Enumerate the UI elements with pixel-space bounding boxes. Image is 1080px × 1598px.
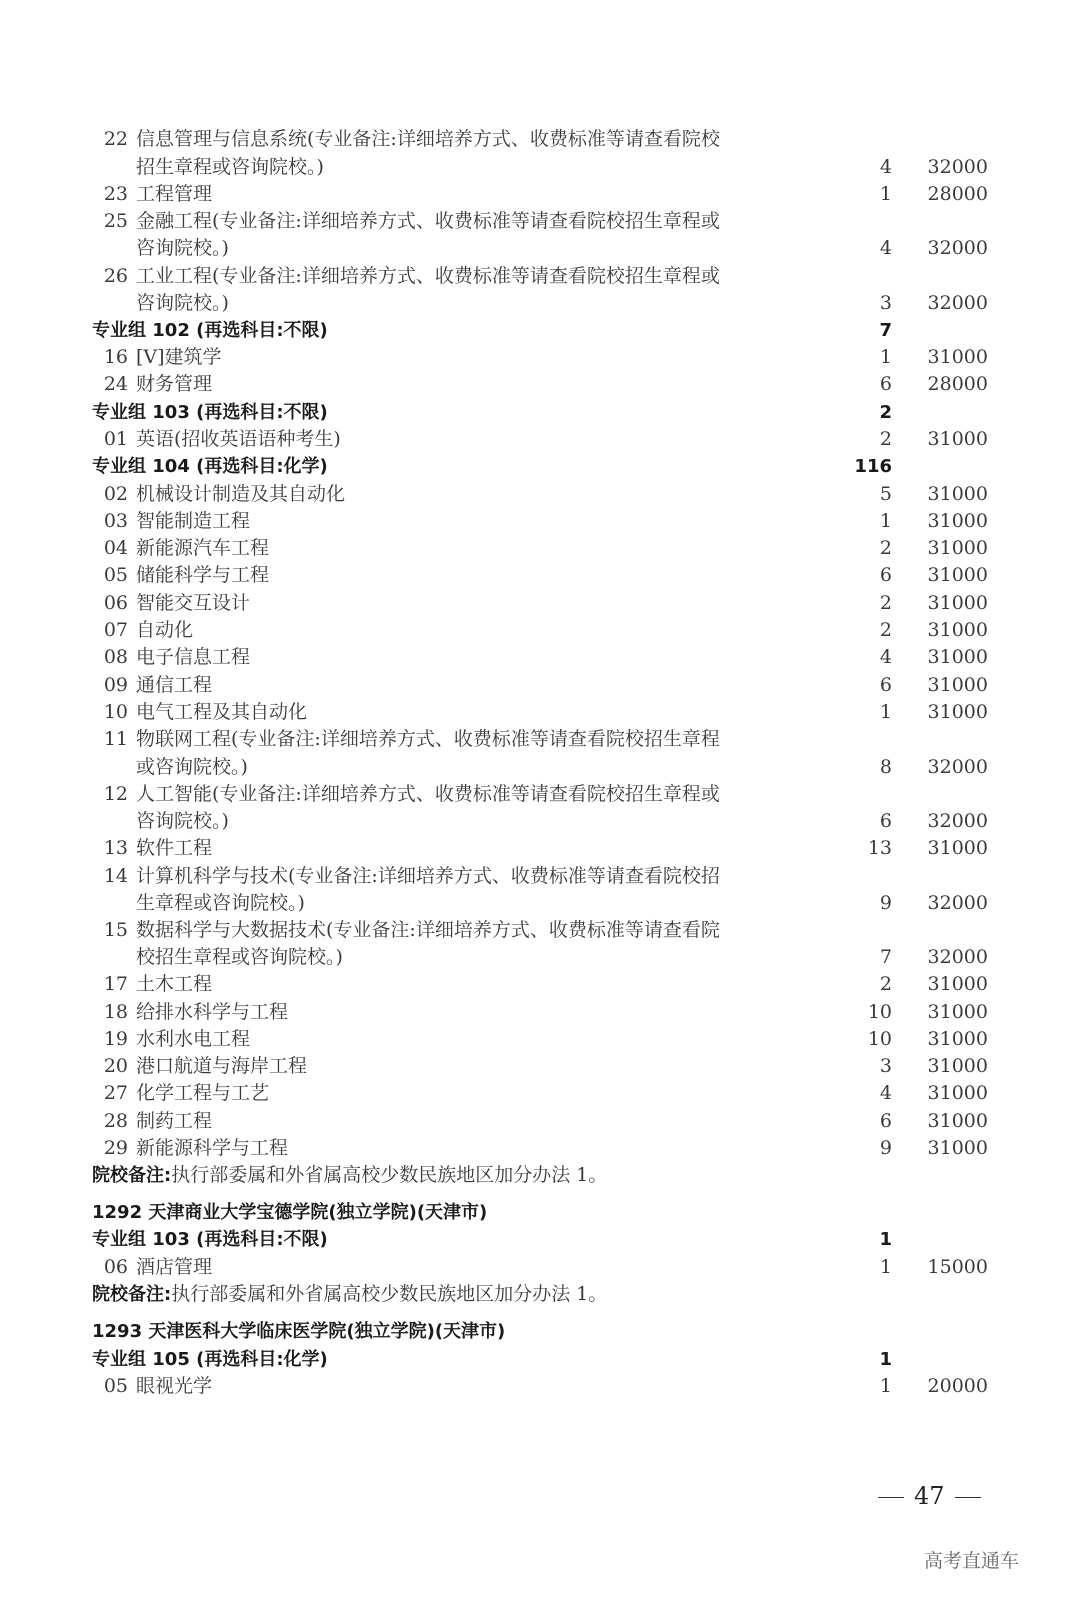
group-row: [0, 1226, 1080, 1253]
major-name: 通信工程: [136, 674, 213, 696]
major-row: [0, 1135, 1080, 1162]
tuition-fee: 32000: [927, 892, 988, 914]
plan-count: 1: [879, 510, 892, 532]
tuition-fee: 31000: [927, 674, 988, 696]
group-plan-count: 1: [879, 1349, 892, 1370]
major-name: 储能科学与工程: [136, 564, 270, 586]
major-code: 27: [103, 1082, 128, 1104]
plan-count: 6: [879, 1110, 892, 1132]
major-name-continued: 生章程或咨询院校。): [136, 892, 305, 914]
watermark: 高考直通车: [924, 1550, 1020, 1572]
plan-count: 3: [879, 292, 892, 314]
major-name: 计算机科学与技术(专业备注:详细培养方式、收费标准等请查看院校招: [136, 865, 720, 887]
major-name: 自动化: [136, 619, 194, 641]
major-code: 12: [103, 783, 128, 805]
school-title: 1293 天津医科大学临床医学院(独立学院)(天津市): [92, 1321, 506, 1342]
major-name: 电气工程及其自动化: [136, 701, 308, 723]
major-name: 物联网工程(专业备注:详细培养方式、收费标准等请查看院校招生章程: [136, 728, 720, 750]
tuition-fee: 31000: [927, 1082, 988, 1104]
page-number-text: 47: [914, 1482, 945, 1510]
plan-count: 5: [879, 483, 892, 505]
major-name-continued: 招生章程或咨询院校。): [136, 156, 324, 178]
group-row: [0, 1346, 1080, 1373]
major-name-continued: 咨询院校。): [136, 810, 229, 832]
tuition-fee: 31000: [927, 346, 988, 368]
major-code: 28: [103, 1110, 128, 1132]
plan-count: 1: [879, 1375, 892, 1397]
group-plan-count: 116: [854, 456, 892, 477]
plan-count: 10: [867, 1001, 892, 1023]
major-name: 机械设计制造及其自动化: [136, 483, 346, 505]
tuition-fee: 31000: [927, 483, 988, 505]
major-row-continuation: [0, 290, 1080, 317]
major-row: [0, 726, 1080, 753]
major-name: 眼视光学: [136, 1375, 213, 1397]
major-row-continuation: [0, 944, 1080, 971]
major-name: 给排水科学与工程: [136, 1001, 289, 1023]
plan-count: 13: [867, 837, 892, 859]
tuition-fee: 31000: [927, 837, 988, 859]
tuition-fee: 32000: [927, 292, 988, 314]
plan-count: 1: [879, 183, 892, 205]
tuition-fee: 28000: [927, 183, 988, 205]
note-label: 院校备注:: [92, 1284, 172, 1305]
major-code: 15: [103, 919, 128, 941]
major-row: [0, 590, 1080, 617]
tuition-fee: 31000: [927, 428, 988, 450]
major-row: [0, 1053, 1080, 1080]
plan-count: 6: [879, 564, 892, 586]
tuition-fee: 32000: [927, 946, 988, 968]
major-row: [0, 508, 1080, 535]
major-name: 制药工程: [136, 1110, 213, 1132]
note-label: 院校备注:: [92, 1165, 172, 1186]
major-row: [0, 344, 1080, 371]
major-row: [0, 371, 1080, 398]
major-code: 14: [103, 865, 128, 887]
major-name: 土木工程: [136, 973, 213, 995]
major-row: [0, 699, 1080, 726]
tuition-fee: 31000: [927, 1001, 988, 1023]
school-note: [92, 1162, 607, 1189]
tuition-fee: 31000: [927, 1110, 988, 1132]
major-name: 金融工程(专业备注:详细培养方式、收费标准等请查看院校招生章程或: [136, 210, 720, 232]
tuition-fee: 32000: [927, 237, 988, 259]
plan-count: 10: [867, 1028, 892, 1050]
plan-count: 6: [879, 810, 892, 832]
plan-count: 4: [879, 1082, 892, 1104]
major-row: [0, 1373, 1080, 1400]
plan-count: 2: [879, 428, 892, 450]
major-name-continued: 咨询院校。): [136, 292, 229, 314]
tuition-fee: 32000: [927, 810, 988, 832]
plan-count: 6: [879, 674, 892, 696]
school-row: [0, 1318, 1080, 1345]
major-row: [0, 672, 1080, 699]
major-name-continued: 咨询院校。): [136, 237, 229, 259]
major-row-continuation: [0, 890, 1080, 917]
school-note-row: [0, 1162, 1080, 1189]
plan-count: 2: [879, 619, 892, 641]
tuition-fee: 32000: [927, 756, 988, 778]
major-code: 19: [103, 1028, 128, 1050]
major-row: [0, 481, 1080, 508]
group-plan-count: 1: [879, 1229, 892, 1250]
major-row: [0, 863, 1080, 890]
major-name: 新能源科学与工程: [136, 1137, 289, 1159]
major-name: 英语(招收英语语种考生): [136, 428, 341, 450]
tuition-fee: 31000: [927, 646, 988, 668]
major-code: 16: [103, 346, 128, 368]
major-row-continuation: [0, 808, 1080, 835]
plan-count: 9: [879, 892, 892, 914]
school-title: 1292 天津商业大学宝德学院(独立学院)(天津市): [92, 1202, 488, 1223]
group-plan-count: 2: [879, 402, 892, 423]
school-note-row: [0, 1281, 1080, 1308]
major-row: [0, 263, 1080, 290]
plan-count: 4: [879, 646, 892, 668]
major-code: 18: [103, 1001, 128, 1023]
major-row: [0, 1108, 1080, 1135]
plan-count: 9: [879, 1137, 892, 1159]
major-name-continued: 校招生章程或咨询院校。): [136, 946, 343, 968]
major-row: [0, 126, 1080, 153]
note-text: 执行部委属和外省属高校少数民族地区加分办法 1。: [171, 1283, 608, 1305]
major-code: 07: [103, 619, 128, 641]
major-name: 智能交互设计: [136, 592, 251, 614]
group-row: [0, 317, 1080, 344]
major-name: 人工智能(专业备注:详细培养方式、收费标准等请查看院校招生章程或: [136, 783, 720, 805]
major-name: 信息管理与信息系统(专业备注:详细培养方式、收费标准等请查看院校: [136, 128, 720, 150]
major-row: [0, 1026, 1080, 1053]
major-row: [0, 971, 1080, 998]
major-row: [0, 1080, 1080, 1107]
major-row-continuation: [0, 154, 1080, 181]
tuition-fee: 31000: [927, 1055, 988, 1077]
group-row: [0, 399, 1080, 426]
plan-count: 4: [879, 156, 892, 178]
major-row: [0, 1254, 1080, 1281]
major-row: [0, 835, 1080, 862]
plan-count: 4: [879, 237, 892, 259]
tuition-fee: 15000: [927, 1256, 988, 1278]
plan-count: 1: [879, 346, 892, 368]
major-code: 05: [103, 1375, 128, 1397]
major-name: 电子信息工程: [136, 646, 251, 668]
plan-count: 8: [879, 756, 892, 778]
major-row: [0, 617, 1080, 644]
page-number: [868, 1482, 991, 1510]
dash-decoration: [878, 1497, 904, 1499]
tuition-fee: 31000: [927, 973, 988, 995]
major-code: 26: [103, 265, 128, 287]
major-name: 化学工程与工艺: [136, 1082, 270, 1104]
tuition-fee: 32000: [927, 156, 988, 178]
major-code: 10: [103, 701, 128, 723]
major-row: [0, 917, 1080, 944]
major-row: [0, 781, 1080, 808]
major-code: 06: [103, 592, 128, 614]
group-row: [0, 453, 1080, 480]
major-code: 23: [103, 183, 128, 205]
major-code: 02: [103, 483, 128, 505]
tuition-fee: 28000: [927, 373, 988, 395]
major-code: 17: [103, 973, 128, 995]
group-title: 专业组 104 (再选科目:化学): [92, 456, 328, 477]
plan-count: 3: [879, 1055, 892, 1077]
tuition-fee: 31000: [927, 1137, 988, 1159]
major-row: [0, 181, 1080, 208]
major-name: 智能制造工程: [136, 510, 251, 532]
plan-count: 6: [879, 373, 892, 395]
plan-count: 2: [879, 537, 892, 559]
major-name: 水利水电工程: [136, 1028, 251, 1050]
school-row: [0, 1199, 1080, 1226]
tuition-fee: 31000: [927, 701, 988, 723]
major-code: 11: [103, 728, 128, 750]
major-name: 财务管理: [136, 373, 213, 395]
major-code: 20: [103, 1055, 128, 1077]
plan-count: 2: [879, 973, 892, 995]
major-row: [0, 644, 1080, 671]
major-row: [0, 535, 1080, 562]
major-code: 04: [103, 537, 128, 559]
group-title: 专业组 105 (再选科目:化学): [92, 1349, 328, 1370]
plan-count: 1: [879, 1256, 892, 1278]
tuition-fee: 31000: [927, 510, 988, 532]
tuition-fee: 31000: [927, 564, 988, 586]
plan-count: 2: [879, 592, 892, 614]
major-name: 工程管理: [136, 183, 213, 205]
major-name: 港口航道与海岸工程: [136, 1055, 308, 1077]
major-code: 22: [103, 128, 128, 150]
plan-count: 1: [879, 701, 892, 723]
major-row: [0, 999, 1080, 1026]
group-title: 专业组 103 (再选科目:不限): [92, 402, 328, 423]
group-plan-count: 7: [879, 320, 892, 341]
group-title: 专业组 103 (再选科目:不限): [92, 1229, 328, 1250]
major-code: 06: [103, 1256, 128, 1278]
tuition-fee: 31000: [927, 1028, 988, 1050]
note-text: 执行部委属和外省属高校少数民族地区加分办法 1。: [171, 1164, 608, 1186]
major-code: 25: [103, 210, 128, 232]
major-code: 08: [103, 646, 128, 668]
major-row: [0, 562, 1080, 589]
major-row-continuation: [0, 754, 1080, 781]
major-name: 数据科学与大数据技术(专业备注:详细培养方式、收费标准等请查看院: [136, 919, 720, 941]
major-code: 09: [103, 674, 128, 696]
major-name: 酒店管理: [136, 1256, 213, 1278]
tuition-fee: 20000: [927, 1375, 988, 1397]
tuition-fee: 31000: [927, 592, 988, 614]
major-code: 29: [103, 1137, 128, 1159]
major-name: 工业工程(专业备注:详细培养方式、收费标准等请查看院校招生章程或: [136, 265, 720, 287]
dash-decoration: [955, 1497, 981, 1499]
major-code: 03: [103, 510, 128, 532]
major-name: 新能源汽车工程: [136, 537, 270, 559]
major-code: 13: [103, 837, 128, 859]
group-title: 专业组 102 (再选科目:不限): [92, 320, 328, 341]
major-name: [V]建筑学: [136, 346, 222, 368]
major-name-continued: 或咨询院校。): [136, 756, 248, 778]
major-code: 01: [103, 428, 128, 450]
tuition-fee: 31000: [927, 619, 988, 641]
major-code: 05: [103, 564, 128, 586]
major-row: [0, 426, 1080, 453]
major-code: 24: [103, 373, 128, 395]
tuition-fee: 31000: [927, 537, 988, 559]
school-note: [92, 1281, 607, 1308]
major-row: [0, 208, 1080, 235]
major-name: 软件工程: [136, 837, 213, 859]
plan-count: 7: [879, 946, 892, 968]
major-row-continuation: [0, 235, 1080, 262]
